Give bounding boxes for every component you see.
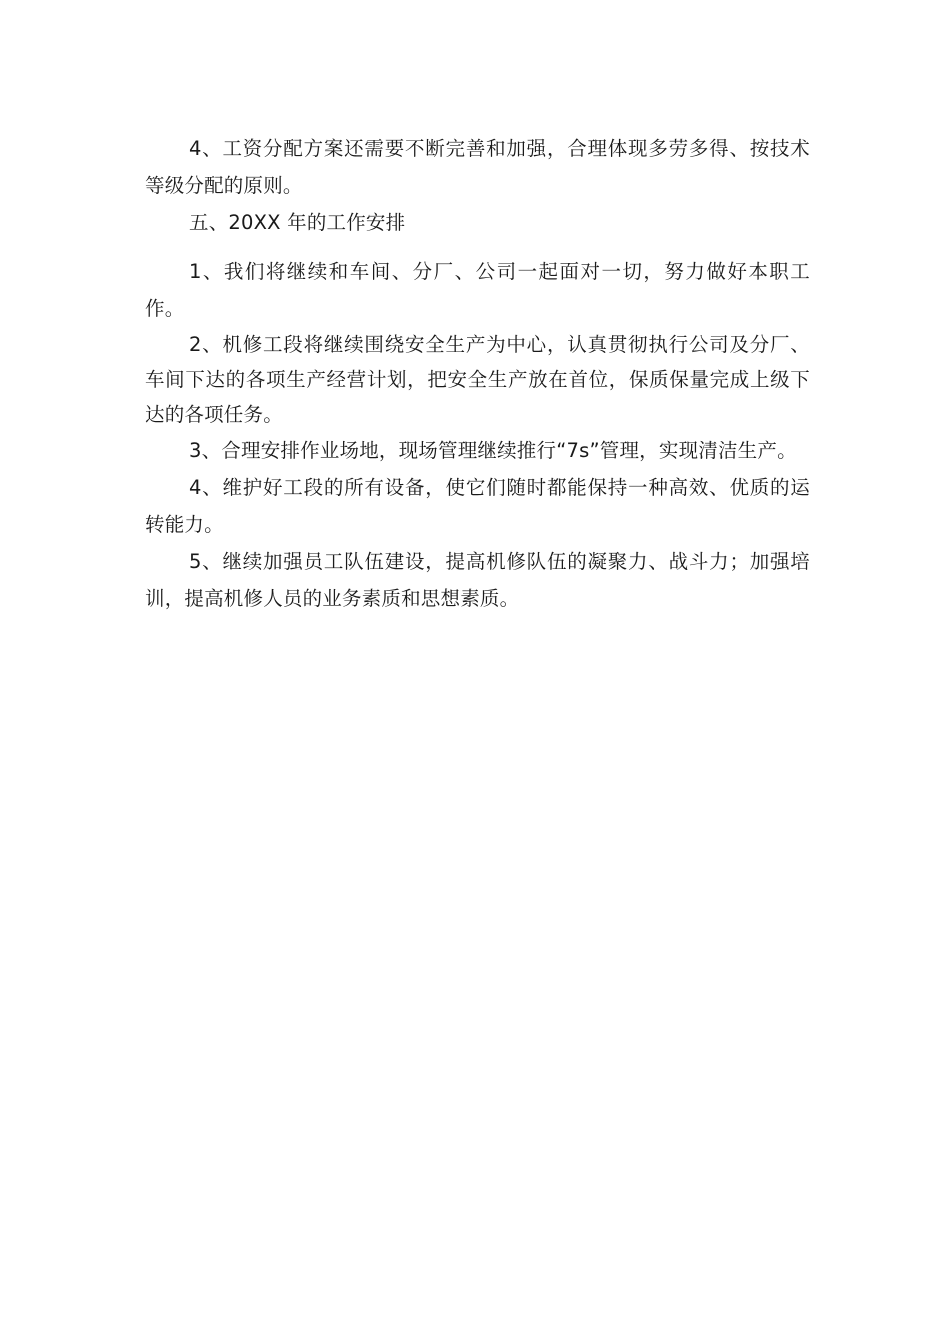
- paragraph-item-2: 2、机修工段将继续围绕安全生产为中心，认真贯彻执行公司及分厂、车间下达的各项生产经营计划，把安全生产放在首位，保质保量完成上级下达的各项任务。: [145, 333, 810, 426]
- paragraph-item-3: 3、合理安排作业场地，现场管理继续推行“7s”管理，实现清洁生产。: [189, 439, 797, 462]
- paragraph-item-1: 1、我们将继续和车间、分厂、公司一起面对一切，努力做好本职工作。: [145, 260, 810, 320]
- document-page: [145, 130, 810, 617]
- paragraph-item-4: 4、维护好工段的所有设备，使它们随时都能保持一种高效、优质的运转能力。: [145, 476, 810, 536]
- paragraph-item-5: 5、继续加强员工队伍建设，提高机修队伍的凝聚力、战斗力；加强培训，提高机修人员的业务素质和思想素质。: [145, 550, 810, 610]
- section-heading-work-plan: 五、20XX 年的工作安排: [189, 211, 406, 234]
- paragraph-wage-distribution: 4、工资分配方案还需要不断完善和加强，合理体现多劳多得、按技术等级分配的原则。: [145, 137, 810, 197]
